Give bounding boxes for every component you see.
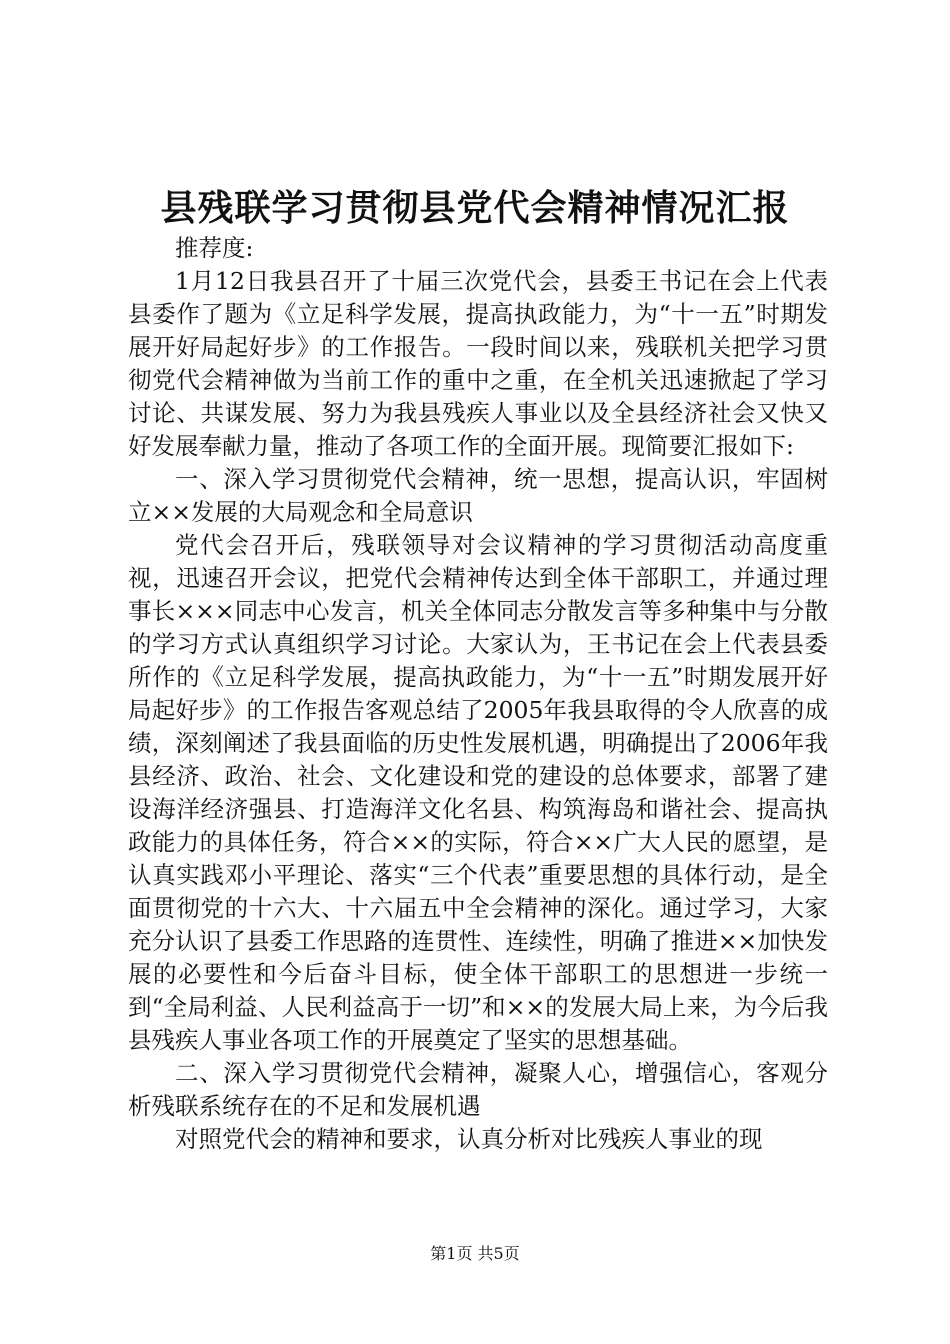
section-heading-2: 二、深入学习贯彻党代会精神，凝聚人心，增强信心，客观分析残联系统存在的不足和发展机遇: [128, 1059, 828, 1120]
section-heading-1: 一、深入学习贯彻党代会精神，统一思想，提高认识，牢固树立××发展的大局观念和全局意识: [128, 465, 828, 526]
document-title: 县残联学习贯彻县党代会精神情况汇报: [160, 187, 790, 229]
paragraph-section-1: 党代会召开后，残联领导对会议精神的学习贯彻活动高度重视，迅速召开会议，把党代会精神传达到全体干部职工，并通过理事长×××同志中心发言，机关全体同志分散发言等多种集中与分散的学习方式认真组织学习讨论。大家认为，王书记在会上代表县委所作的《立足科学发展，提高执政能力，为“十一五”时期发展开好局起好步》的工作报告客观总结了2005年我县取得的令人欣喜的成绩，深刻阐述了我县面临的历史性发展机遇，明确提出了2006年我县经济、政治、社会、文化建设和党的建设的总体要求，部署了建设海洋经济强县、打造海洋文化名县、构筑海岛和谐社会、提高执政能力的具体任务，符合××的实际，符合××广大人民的愿望，是认真实践邓小平理论、落实“三个代表”重要思想的具体行动，是全面贯彻党的十六大、十六届五中全会精神的深化。通过学习，大家充分认识了县委工作思路的连贯性、连续性，明确了推进××加快发展的必要性和今后奋斗目标，使全体干部职工的思想进一步统一到“全局利益、人民利益高于一切”和××的发展大局上来，为今后我县残疾人事业各项工作的开展奠定了坚实的思想基础。: [128, 531, 828, 1054]
paragraph-section-2: 对照党代会的精神和要求，认真分析对比残疾人事业的现: [175, 1125, 763, 1153]
paragraph-intro: 1月12日我县召开了十届三次党代会，县委王书记在会上代表县委作了题为《立足科学发展，提高执政能力，为“十一五”时期发展开好局起好步》的工作报告。一段时间以来，残联机关把学习贯彻党代会精神做为当前工作的重中之重，在全机关迅速掀起了学习讨论、共谋发展、努力为我县残疾人事业以及全县经济社会又快又好发展奉献力量，推动了各项工作的全面开展。现简要汇报如下:: [128, 267, 828, 460]
document-body: [128, 232, 828, 1156]
page-number-footer: 第1页 共5页: [430, 1244, 520, 1263]
recommendation-label: 推荐度:: [175, 234, 254, 262]
